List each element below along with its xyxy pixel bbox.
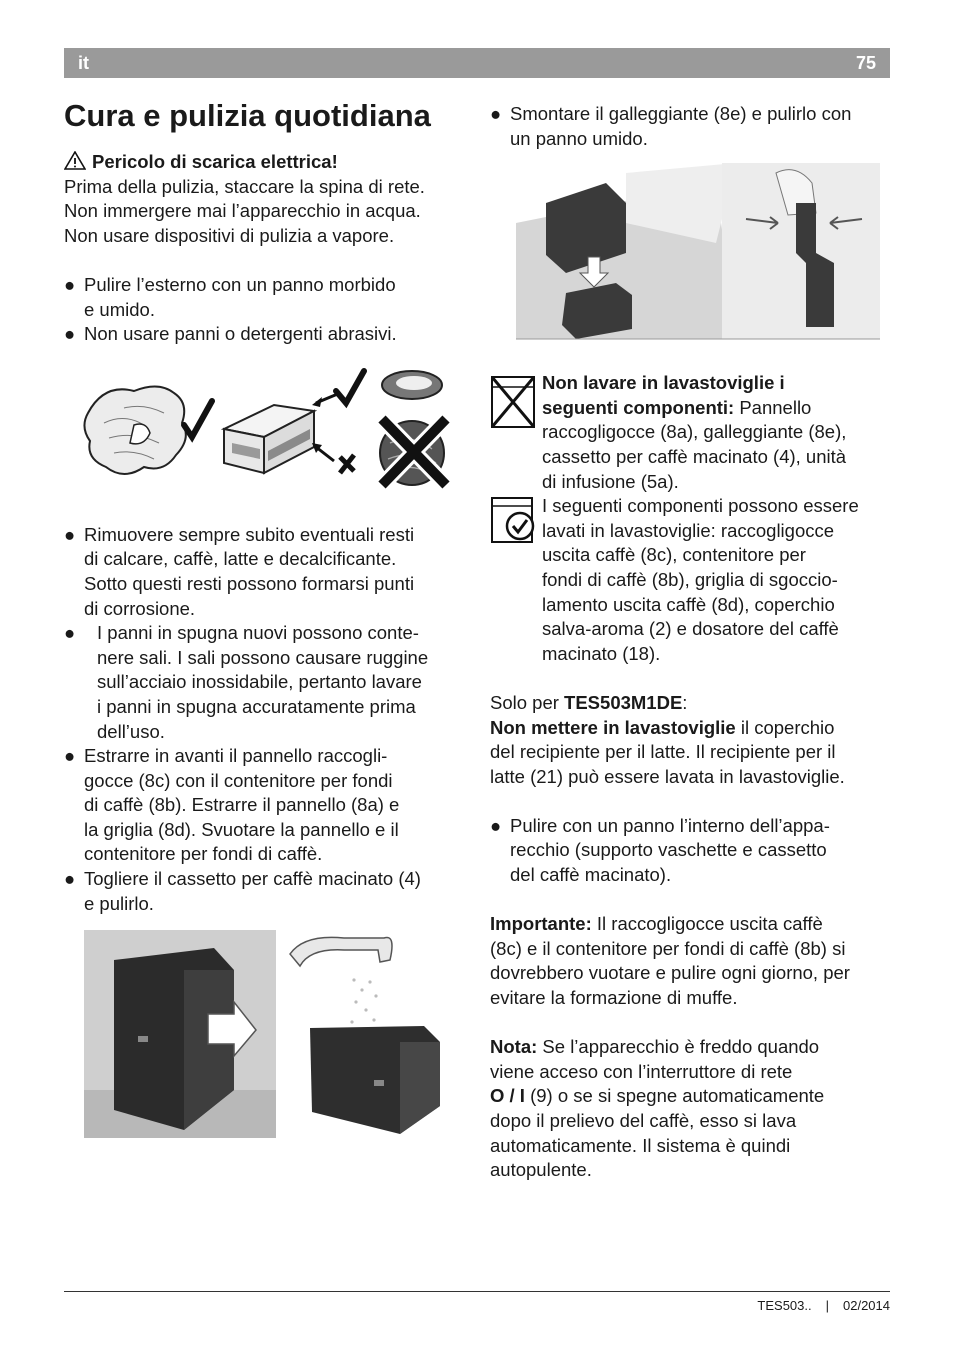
list-item: ● Rimuovere sempre subito eventuali resti di calcare, caffè, latte e decalcificante. Sotto questi resti possono formarsi punti di corrosione. <box>64 523 415 619</box>
list-item: ● Pulire con un panno l’interno dell’appa- recchio (supporto vaschette e cassetto del caffè macinato). <box>490 814 830 886</box>
page-number: 75 <box>855 53 876 73</box>
cleaning-list-1 <box>64 273 466 347</box>
list-item: ● Non usare panni o detergenti abrasivi. <box>64 323 397 345</box>
float-list <box>490 102 890 151</box>
language-code: it <box>78 53 89 73</box>
dishwasher-safe-icon <box>490 496 536 544</box>
model-name: TES503M1DE <box>564 691 683 713</box>
important-note: Importante: Il raccogligocce uscita caffè (8c) e il contenitore per fondi di caffè (8b) si dovrebbero vuotare e pulire ogni giorno, per evitare la formazione di muffe. <box>490 913 850 1009</box>
interior-list <box>490 814 890 888</box>
list-item: ● I panni in spugna nuovi possono conte- nere sali. I sali possono causare ruggine sull’acciaio inossidabile, pertanto lavare i panni in spugna accuratamente prima dell’uso. <box>64 622 429 742</box>
dishwasher-ok-notice: I seguenti componenti possono essere lavati in lavastoviglie: raccogligocce uscita caffè (8c), contenitore per fondi di caffè (8b), griglia di sgoccio- lamento uscita caffè (8d), coperchio salva-aroma (2) e dosatore del caffè macinato (18). <box>490 494 890 666</box>
footer-model: TES503.. <box>757 1298 812 1313</box>
list-item: ● Pulire l’esterno con un panno morbido e umido. <box>64 273 396 320</box>
page-header-bar <box>64 48 890 78</box>
footer-divider <box>64 1291 890 1292</box>
cleaning-list-2 <box>64 523 466 917</box>
model-note: Solo per TES503M1DE: Non mettere in lavastoviglie il coperchio del recipiente per il latte. Il recipiente per il latte (21) può essere lavata in lavastoviglie. <box>490 691 845 787</box>
warning-heading: Pericolo di scarica elettrica! <box>64 150 466 175</box>
no-dishwasher-notice: Non lavare in lavastoviglie i seguenti componenti: Pannello raccogligocce (8a), galleggiante (8e), cassetto per caffè macinato (4), unità di infusione (5a). <box>490 371 890 494</box>
no-dishwasher-icon <box>490 373 536 429</box>
right-column <box>490 102 890 1183</box>
list-item: ● Togliere il cassetto per caffè macinato (4) e pulirlo. <box>64 868 421 914</box>
warning-text: Prima della pulizia, staccare la spina di rete. Non immergere mai l’apparecchio in acqua. Non usare dispositivi di pulizia a vapore. <box>64 175 425 246</box>
list-item: ● Smontare il galleggiante (8e) e pulirlo con un panno umido. <box>490 103 852 149</box>
warning-triangle-icon <box>64 151 86 170</box>
cloth-sponge-illustration <box>64 363 466 503</box>
left-column <box>64 96 466 1140</box>
page-title: Cura e pulizia quotidiana <box>64 98 431 133</box>
float-removal-illustration <box>516 163 880 343</box>
nota-note: Nota: Se l’apparecchio è freddo quando viene acceso con l’interruttore di rete O / I (9) o se si spegne automaticamente dopo il prelievo del caffè, esso si lava automaticamente. Il sistema è quindi autopulente. <box>490 1036 825 1181</box>
list-item: ● Estrarre in avanti il pannello raccogli- gocce (8c) con il contenitore per fondi di caffè (8b). Estrarre il pannello (8a) e la griglia (8d). Svuotare la pannello e il contenitore per fondi di caffè. <box>64 745 400 865</box>
footer-date: 02/2014 <box>843 1298 890 1313</box>
footer: TES503.. | 02/2014 <box>757 1298 890 1313</box>
power-switch-label: O / I <box>490 1085 525 1107</box>
coffee-drawer-rinse-illustration <box>84 930 464 1140</box>
